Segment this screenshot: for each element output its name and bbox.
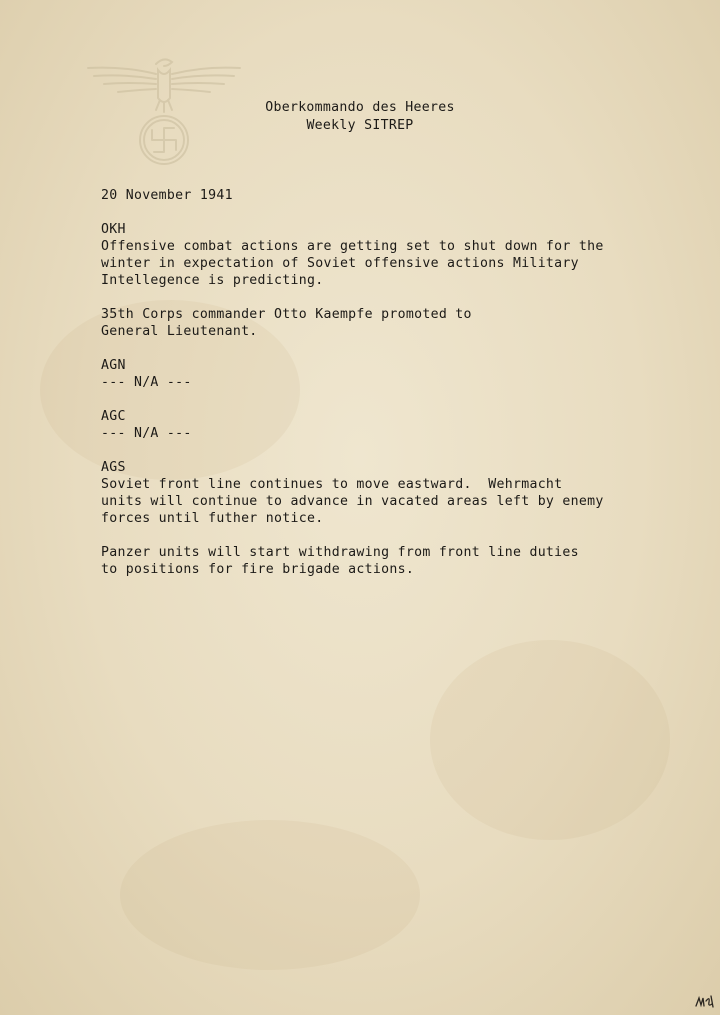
- paragraph-line: Intellegence is predicting.: [101, 273, 324, 288]
- section-title-agc: AGC: [101, 409, 126, 424]
- section-title-okh: OKH: [101, 222, 126, 237]
- eagle-emblem-icon: [84, 52, 244, 172]
- paper-stain: [120, 820, 420, 970]
- paragraph-line: Panzer units will start withdrawing from front line duties: [101, 545, 579, 560]
- paragraph-line: --- N/A ---: [101, 426, 192, 441]
- document-date: 20 November 1941: [101, 188, 233, 203]
- paragraph-line: General Lieutenant.: [101, 324, 258, 339]
- signature-icon: [694, 992, 716, 1010]
- paragraph-line: units will continue to advance in vacated areas left by enemy: [101, 494, 604, 509]
- paragraph-line: 35th Corps commander Otto Kaempfe promoted to: [101, 307, 472, 322]
- paragraph-line: winter in expectation of Soviet offensive actions Military: [101, 256, 579, 271]
- document-body: [101, 187, 661, 578]
- paragraph-line: to positions for fire brigade actions.: [101, 562, 415, 577]
- section-title-agn: AGN: [101, 358, 126, 373]
- paragraph-line: forces until futher notice.: [101, 511, 324, 526]
- paper-stain: [430, 640, 670, 840]
- paragraph-line: Offensive combat actions are getting set to shut down for the: [101, 239, 604, 254]
- header-subtitle: Weekly SITREP: [306, 117, 414, 133]
- document-header: [240, 99, 480, 134]
- section-title-ags: AGS: [101, 460, 126, 475]
- header-title: Oberkommando des Heeres: [265, 100, 455, 115]
- paragraph-line: --- N/A ---: [101, 375, 192, 390]
- paragraph-line: Soviet front line continues to move eastward. Wehrmacht: [101, 477, 563, 492]
